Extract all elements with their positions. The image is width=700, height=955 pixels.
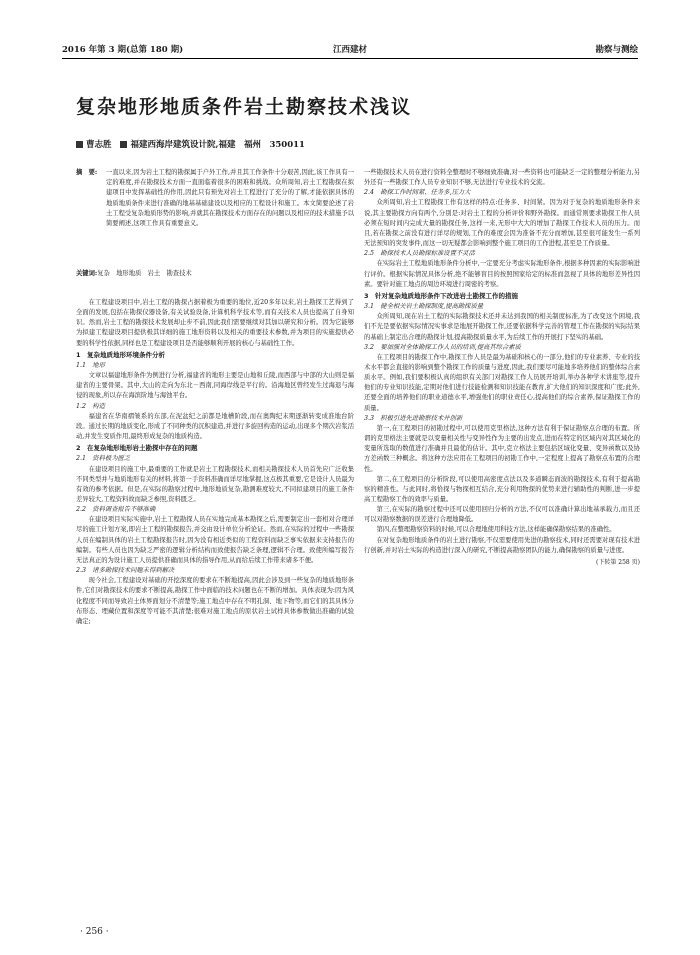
square-bullet-icon — [120, 141, 127, 148]
header-section: 勘察与测绘 — [595, 45, 638, 55]
header-issue: 2016 年第 3 期(总第 180 期) — [62, 45, 184, 55]
body-paragraph: 在工程建设项目中,岩土工程的勘探占据着极为重要的地位,近20多年以来,岩土勘探工艺得到了全面的发展,包括在勘探仪器设备,有关试验设备,计算机科学技术等,而有关技术人员也提高了自身知识。然而,岩土工程的勘探技术发展却止步不前,因此我们需要继续对其加以研究和分析。因为它能够为拟建工程建设项目提供极其详细的施工地形资料以及相关的重要技术参数,并为项目的实施提供必要的科学性依据,同样也是工程建设项目是否能够顺利开展的核心与基础性工作。 — [76, 299, 354, 347]
section-heading: 3 针对复杂地质地形条件下改进岩土勘探工作的措施 — [364, 291, 519, 300]
header-journal: 江西建材 — [332, 45, 368, 55]
subsection-heading: 2.2 资料调查报告不够准确 — [76, 506, 156, 514]
keywords-label: 关键词: — [76, 270, 98, 277]
body-paragraph: 现今社会,工程建设对基础的开挖深度的要求在不断地提高,因此会涉及到一些复杂的地质地形条件,它们对勘探技术的要求不断提高,勘探工作中面临的技术问题也在不断的增加。具体表现为:因为风化程度不同而导致岩土体界面划分不清楚等;施工地点中存在不明孔洞、地下物等,而它们的其具体分布形态、埋藏位置和深度等可能不其清楚;很难对施工地点的原状岩土试样具体参数做出准确的试验确定; — [76, 577, 354, 625]
body-paragraph: 第一,在工程项目的初勘过程中,可以使用克里格法,这种方法有利于保证勘察点合理的布置。所谓的克里格法主要就是以变量相关性与变异性作为主要的出发点,进而在特定的区域内对其区域化的变量所选取的数值进行准确并且最优的估计。其中,克立格法主要包括区域化变量、变异函数以及协方差函数三种概念。将这种方法应用在工程项目的初勘工作中,一定程度上提高了勘察点布置的合理性。 — [364, 424, 640, 473]
running-header — [62, 40, 638, 59]
subsection-heading: 2.4 勘探工作时间紧、任务多,压力大 — [364, 189, 471, 197]
body-paragraph: 一些勘探技术人员在进行资料全整理时不够细致准确,对一些资料也可能缺乏一定的整理分析能力,另外还有一些勘探工作人员专业知识不够,无法进行专业技术的交流。 — [364, 169, 640, 187]
body-paragraph: 第二,在工程项目的分析阶段,可以使用高密度点法以及多道瞬态面波的勘探技术,有利于提高勘察的精准性。与此同时,将恰探与物探相互结合,充分利用物探的优势来进行辅助性的判断,进一步提高工程勘察工作的效率与质量。 — [364, 475, 640, 503]
body-paragraph: 第三,在实际的勘察过程中还可以使用回归分析的方法,不仅可以准确计算出地基承载力,而且还可以对勘察数据的误差进行合理地降低。 — [364, 506, 640, 524]
page-number: · 256 · — [80, 927, 109, 937]
subsection-heading: 2.5 勘探技术人员勘探标准设置不灵活 — [364, 250, 475, 258]
body-paragraph: 文章以福建地形条件为例进行分析,福建省的地形主要是山地和丘陵,而西部与中部的大山则是福建省的主要骨架。其中,大山的走向为东北－西南,同海岸线是平行的。沿海地区曾经发生过海退与海侵的现象,所以存在海滨阶地与海蚀平台。 — [76, 372, 354, 400]
left-column — [76, 298, 354, 627]
body-paragraph: 第四,在整理勘察资料的时候,可以合理地使用科技方法,这样能确保勘察结果的准确性。 — [376, 526, 616, 534]
subsection-heading: 3.2 要加强对全体勘探工作人员的培训,提高其综合素质 — [364, 343, 521, 351]
article-title: 复杂地形地质条件岩土勘察技术浅议 — [76, 96, 413, 118]
square-bullet-icon — [76, 141, 83, 148]
right-column — [364, 168, 640, 568]
abstract-label: 摘 要: — [76, 169, 98, 176]
subsection-heading: 1.1 地形 — [76, 361, 105, 369]
keywords-text: 复杂 地形地质 岩土 勘查技术 — [97, 270, 192, 277]
abstract-text: 一直以来,因为岩土工程的勘探属于户外工作,并且其工作条件十分艰苦,因此,该工作具有一定的难度,并在勘探技术方面一直面临着很多的困难和挑战。众所周知,岩土工程勘探在拟建项目中发挥基础性的作用,因此只有预先对岩土工程进行了充分的了解,才能依据具体的地质地质条件来进行准确的地基基础建设以及相应的工程设计和施工。本文简要论述了岩土工程受复杂地质形势的影响,并就其在勘探技术方面存在的问题以及相应的技术措施予以简要阐述,这项工作具有重要意义。 — [106, 169, 354, 228]
body-paragraph: 在实际岩土工程地质地形条件分析中,一定要充分考虑实际地形条件,根据多种因素的实际影响进行评价。根据实际情况具体分析,绝不能够盲目的按照国家给定的标准而忽视了具体的地形差异性因素。要针对施工地点的周边环境进行周密的考察。 — [364, 260, 640, 288]
body-paragraph: 众所周知,岩土工程勘探工作有这样的特点:任务多、时间紧。因为对于复杂的地质地形条件来说,其主要勘探方向有两个,分别是:对岩土工程的分析评价和野外勘探。而通常则要求勘探工作人员必须在短时间内完成大量的勘探任务,这样一来,无形中大大的增加了勘探工作技术人员的压力。而且,若在勘探之前没有进行详尽的规划,工作的难度会因为准备不充分而增加,甚至很可能发生一系列无法预知的突发事件,而这一切无疑都会影响到整个施工项目的工作进程,甚至是工作质量。 — [364, 199, 640, 248]
body-paragraph: 福建省在华南褶皱系的东部,在泥盆纪之前都是地槽阶段,而在奥陶纪末期逐渐转变成准地台阶段。通过长期的地质变化,形成了不同种类的沉积建造,并进行多旋回构造的运动,出现多个期次岩浆活动,并发生变质作用,最终形成复杂的地质构造。 — [76, 412, 354, 441]
body-paragraph: 在工程项目的勘探工作中,勘探工作人员是最为基础和核心的一部分,他们的专业素养、专业的技术水平都会直接的影响到整个勘探工作的质量与进度,因此,我们要尽可能地多培养他们的整体综合素质水平。例如,我们要积极认真的组织有关部门对勘探工作人员展开培训,举办各种学术讲座等,提升他们的专业知识技能,定期对他们进行技能检测和知识技能在教育,扩大他们的知识深度和广度;此外,还要全面的培养他们的职业道德水平,增强他们的职业责任心,提高他们的综合素养,保证勘探工作的质量。 — [364, 353, 640, 412]
subsection-heading: 2.1 资料极为匮乏 — [76, 455, 131, 463]
body-paragraph: 众所周知,现在岩土工程的实际勘探技术还并未达到我国的相关制度标准,为了改变这个困境,我们不光是要依据实际情况实事求是地展开勘探工作,还要依据科学完善的管理工作在勘探的实际结果的基础上制定出合理的勘探计划,提高勘探质量水平,为后续工作的开展打下坚实的基础。 — [364, 313, 640, 341]
author-name: 曹志胜 — [86, 140, 112, 150]
subsection-heading: 2.3 诸多勘探技术问题未得到解决 — [76, 567, 175, 575]
subsection-heading: 1.2 构造 — [76, 402, 105, 410]
abstract — [76, 168, 354, 229]
keywords — [76, 268, 354, 277]
subsection-heading: 3.3 积极引进先进勘察技术并创新 — [364, 414, 463, 422]
continuation-note: (下转第 258 页) — [596, 558, 640, 566]
subsection-heading: 3.1 健全相关岩土勘探制度,提高勘探质量 — [364, 303, 484, 311]
author-affiliation: 福建西海岸建筑设计院,福建 福州 350011 — [130, 140, 305, 150]
body-paragraph: 在建设项目的施工中,最重要的工作就是岩土工程勘探技术,而相关勘探技术人员首先应广泛收集不同类型并与地质地形有关的材料,将第一手资料准确而详尽地掌握,这点极其重要,它是设计人员最为有效的参考依据。但是,在实际的勘察过程中,地形地质复杂,勘测难度较大,不同拟建项目的施工条件差异较大,工程资料故而缺乏参照,资料匮乏。 — [76, 465, 354, 503]
author-line — [76, 138, 305, 150]
section-heading: 2 在复杂地形地形岩土勘探中存在的问题 — [76, 444, 198, 453]
section-heading: 1 复杂地质地形环境条件分析 — [76, 350, 166, 359]
body-paragraph: 在对复杂地形地质条件的岩土进行勘察,不仅需要使用先进的勘察技术,同时还需要对现有技术进行创新,并对岩土实际的构造进行深入的研究,不断提高勘察团队的能力,确保勘察的质量与进度。 — [364, 536, 640, 554]
body-paragraph: 在建设项目实际实施中,岩土工程勘探人员在实地完成基本勘探之后,需要制定出一套相对合理详尽的施工计划方案,即岩土工程的勘探报告,并交由设计单位分析论证。然而,在实际的过程中一些勘探人员在编制具体的岩土工程勘探报告时,因为没有相近类似的工程资料而缺乏事实依据来支持报告的编制。有些人员也因为缺乏严密的逻辑分析结构而致使报告缺乏条理,逻辑不合理。致使所编写报告无法真正的为设计施工人员提供准确而具体的指导作用,从而给后续工作带来诸多不便。 — [76, 516, 354, 564]
